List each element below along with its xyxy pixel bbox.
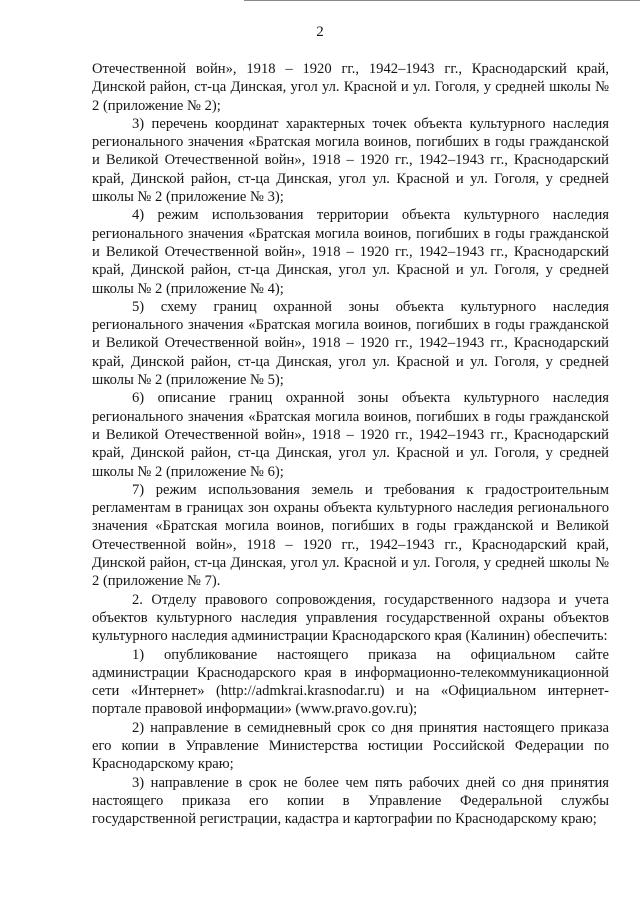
paragraph-section-2: 2. Отделу правового сопровождения, государственного надзора и учета объектов культурного наследия управления государственной охраны объектов культурного наследия администрации Краснодарского края (Калинин) обеспечить:	[92, 591, 609, 645]
top-border-line	[244, 0, 640, 1]
paragraph-subitem-2: 2) направление в семидневный срок со дня принятия настоящего приказа его копии в Управление Министерства юстиции Российской Федерации по Краснодарскому краю;	[92, 719, 609, 773]
document-body	[92, 60, 609, 828]
paragraph-item-5: 5) схему границ охранной зоны объекта культурного наследия регионального значения «Братская могила воинов, погибших в годы гражданской и Великой Отечественной войн», 1918 – 1920 гг., 1942–1943 гг., Краснодарский край, Динской район, ст-ца Динская, угол ул. Красной и ул. Гоголя, у средней школы № 2 (приложение № 5);	[92, 298, 609, 389]
paragraph-item-4: 4) режим использования территории объекта культурного наследия регионального значения «Братская могила воинов, погибших в годы гражданской и Великой Отечественной войн», 1918 – 1920 гг., 1942–1943 гг., Краснодарский край, Динской район, ст-ца Динская, угол ул. Красной и ул. Гоголя, у средней школы № 2 (приложение № 4);	[92, 207, 609, 297]
paragraph-item-7: 7) режим использования земель и требования к градостроительным регламентам в границах зон охраны объекта культурного наследия регионального значения «Братская могила воинов, погибших в годы гражданской и Великой Отечественной войн», 1918 – 1920 гг., 1942–1943 гг., Краснодарский край, Динской район, ст-ца Динская, угол ул. Красной и ул. Гоголя, у средней школы № 2 (приложение № 7).	[92, 481, 609, 590]
paragraph-continuation: Отечественной войн», 1918 – 1920 гг., 1942–1943 гг., Краснодарский край, Динской район, ст-ца Динская, угол ул. Красной и ул. Гоголя, у средней школы № 2 (приложение № 2);	[92, 61, 609, 114]
paragraph-item-3: 3) перечень координат характерных точек объекта культурного наследия регионального значения «Братская могила воинов, погибших в годы гражданской и Великой Отечественной войн», 1918 – 1920 гг., 1942–1943 гг., Краснодарский край, Динской район, ст-ца Динская, угол ул. Красной и ул. Гоголя, у средней школы № 2 (приложение № 3);	[92, 115, 609, 206]
paragraph-subitem-3: 3) направление в срок не более чем пять рабочих дней со дня принятия настоящего приказа его копии в Управление Федеральной службы государственной регистрации, кадастра и картографии по Краснодарскому краю;	[92, 774, 609, 828]
paragraph-subitem-1: 1) опубликование настоящего приказа на официальном сайте администрации Краснодарского края в информационно-телекоммуникационной сети «Интернет» (http://admkrai.krasnodar.ru) и на «Официальном интернет-портале правовой информации» (www.pravo.gov.ru);	[92, 646, 609, 718]
paragraph-item-6: 6) описание границ охранной зоны объекта культурного наследия регионального значения «Братская могила воинов, погибших в годы гражданской и Великой Отечественной войн», 1918 – 1920 гг., 1942–1943 гг., Краснодарский край, Динской район, ст-ца Динская, угол ул. Красной и ул. Гоголя, у средней школы № 2 (приложение № 6);	[92, 390, 609, 480]
page-number: 2	[316, 24, 324, 40]
